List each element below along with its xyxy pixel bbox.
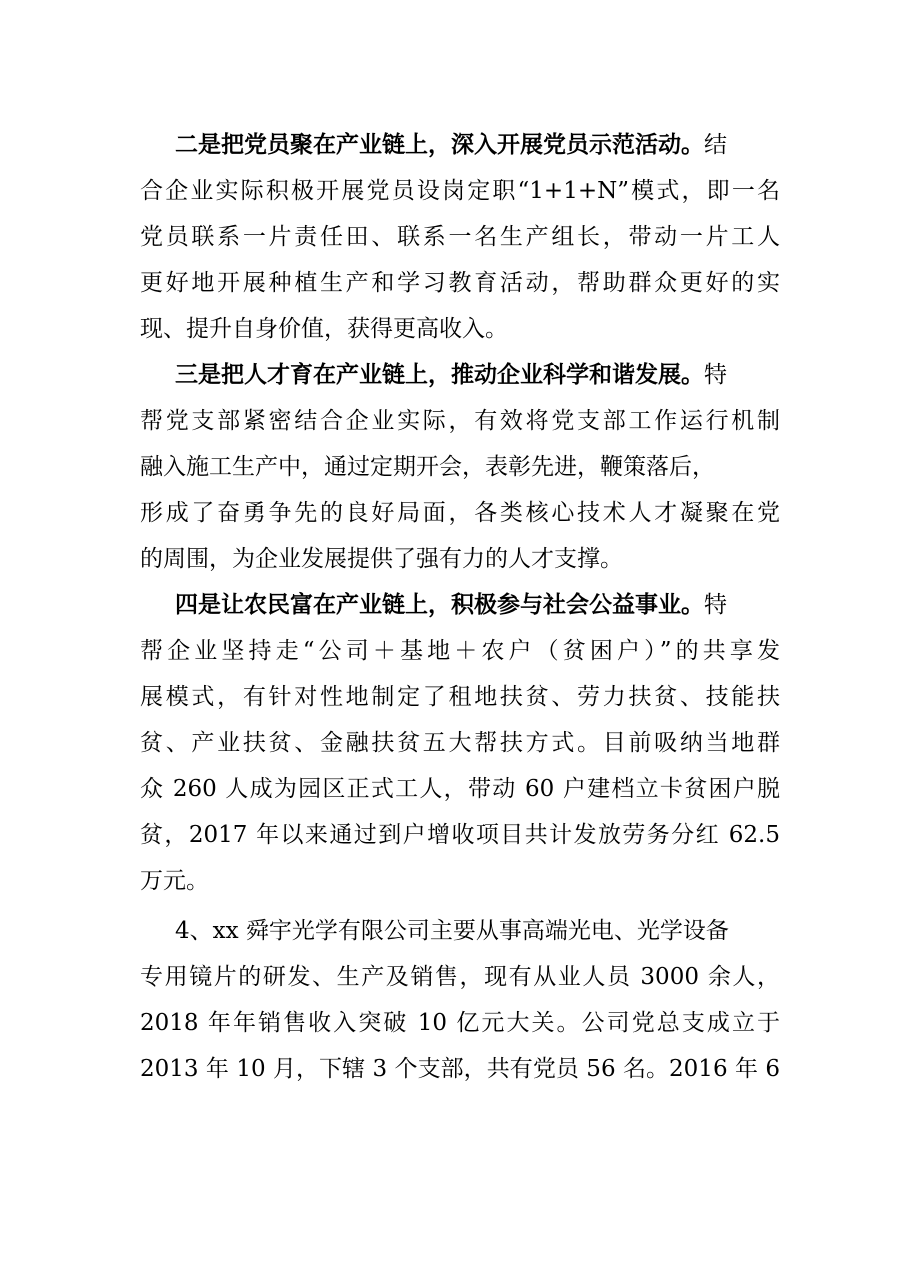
paragraph-line: 2018 年年销售收入突破 10 亿元大关。公司党总支成立于 — [140, 1010, 780, 1036]
paragraph-line: 贫，2017 年以来通过到户增收项目共计发放劳务分红 62.5 — [140, 822, 780, 848]
paragraph-line: 更好地开展种植生产和学习教育活动，帮助群众更好的实 — [140, 270, 780, 296]
paragraph-line: 专用镜片的研发、生产及销售，现有从业人员 3000 余人， — [140, 964, 780, 990]
paragraph-line: 的周围，为企业发展提供了强有力的人才支撑。 — [140, 546, 623, 572]
paragraph-line — [140, 122, 780, 168]
paragraph-text: 结 — [704, 132, 727, 158]
paragraph-line: 2013 年 10 月，下辖 3 个支部，共有党员 56 名。2016 年 6 — [140, 1056, 780, 1082]
paragraph-line: 帮企业坚持走“公司＋基地＋农户（贫困户）”的共享发 — [140, 638, 780, 664]
paragraph-line: 众 260 人成为园区正式工人，带动 60 户建档立卡贫困户脱 — [140, 776, 780, 802]
paragraph-text: 特 — [704, 592, 727, 618]
paragraph-text: 特 — [704, 362, 727, 388]
paragraph-line: 现、提升自身价值，获得更高收入。 — [140, 316, 508, 342]
paragraph-line: 贫、产业扶贫、金融扶贫五大帮扶方式。目前吸纳当地群 — [140, 730, 780, 756]
paragraph-line: 帮党支部紧密结合企业实际，有效将党支部工作运行机制 — [140, 408, 780, 434]
paragraph-heading: 三是把人才育在产业链上，推动企业科学和谐发展。 — [175, 361, 704, 388]
paragraph-line: 展模式，有针对性地制定了租地扶贫、劳力扶贫、技能扶 — [140, 684, 780, 710]
document-body — [140, 122, 780, 1092]
paragraph-line: 万元。 — [140, 868, 209, 894]
paragraph-line: 合企业实际积极开展党员设岗定职“1+1+N”模式，即一名 — [140, 178, 780, 204]
paragraph-heading: 二是把党员聚在产业链上，深入开展党员示范活动。 — [175, 131, 704, 158]
paragraph-line — [140, 352, 780, 398]
paragraph-line: 4、xx 舜宇光学有限公司主要从事高端光电、光学设备 — [175, 918, 729, 944]
paragraph-line — [140, 582, 780, 628]
paragraph-line: 党员联系一片责任田、联系一名生产组长，带动一片工人 — [140, 224, 780, 250]
paragraph-heading: 四是让农民富在产业链上，积极参与社会公益事业。 — [175, 591, 704, 618]
paragraph-line: 融入施工生产中，通过定期开会，表彰先进，鞭策落后， — [140, 454, 715, 480]
paragraph-line: 形成了奋勇争先的良好局面，各类核心技术人才凝聚在党 — [140, 500, 780, 526]
